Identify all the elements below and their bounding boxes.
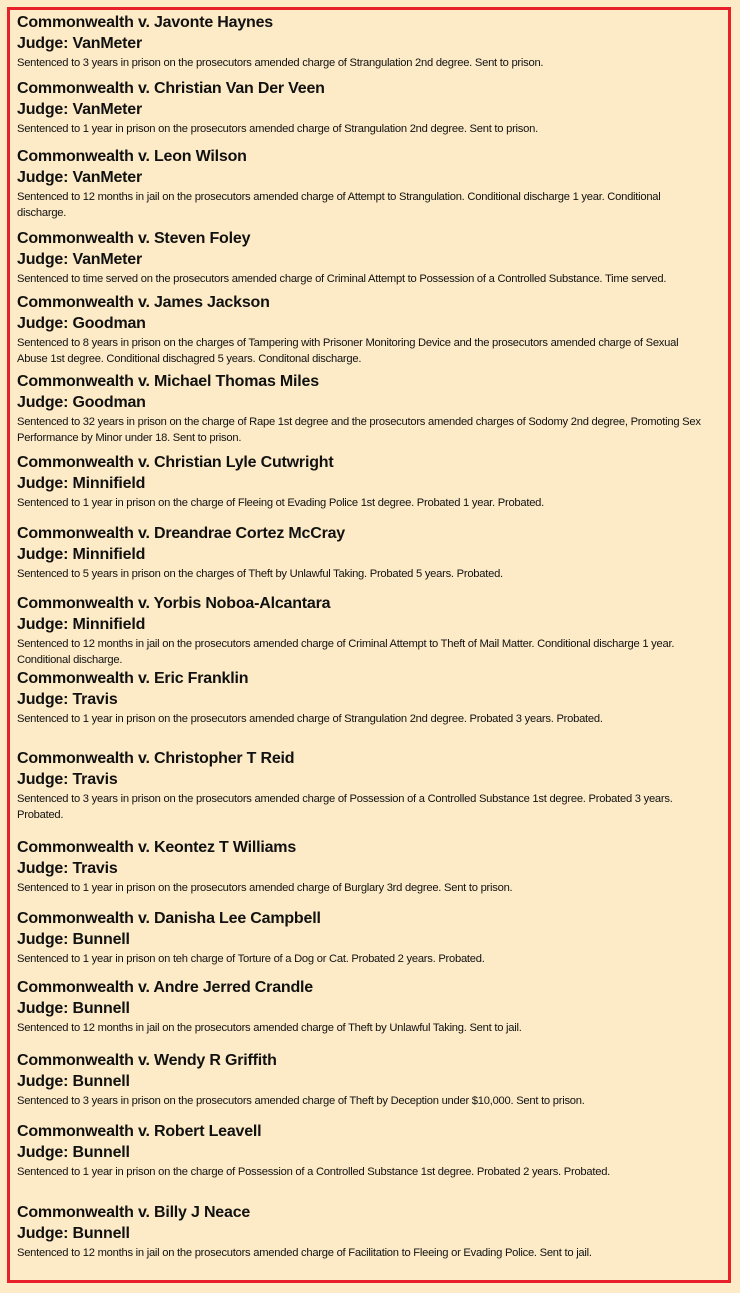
case-sentence: Sentenced to 1 year in prison on teh charge of Torture of a Dog or Cat. Probated 2 years. Probated. <box>17 953 485 965</box>
case-title: Commonwealth v. Wendy R Griffith <box>17 1052 277 1069</box>
case-judge: Judge: Bunnell <box>17 931 130 948</box>
case-entry <box>17 13 709 71</box>
case-title: Commonwealth v. Leon Wilson <box>17 148 247 165</box>
case-judge: Judge: Minnifield <box>17 546 146 563</box>
case-entry <box>17 372 709 446</box>
case-judge: Judge: Minnifield <box>17 475 146 492</box>
case-title: Commonwealth v. Christopher T Reid <box>17 750 295 767</box>
case-judge: Judge: Bunnell <box>17 1144 130 1161</box>
case-judge: Judge: VanMeter <box>17 169 143 186</box>
case-title: Commonwealth v. James Jackson <box>17 294 270 311</box>
case-title: Commonwealth v. Christian Van Der Veen <box>17 80 325 97</box>
case-sentence: Sentenced to 1 year in prison on the prosecutors amended charge of Strangulation 2nd degree. Sent to prison. <box>17 123 538 135</box>
case-title: Commonwealth v. Michael Thomas Miles <box>17 373 319 390</box>
case-entry <box>17 838 709 896</box>
case-title: Commonwealth v. Dreandrae Cortez McCray <box>17 525 345 542</box>
case-entry <box>17 79 709 137</box>
case-title: Commonwealth v. Keontez T Williams <box>17 839 297 856</box>
case-title: Commonwealth v. Danisha Lee Campbell <box>17 910 321 927</box>
case-sentence: Sentenced to 1 year in prison on the charge of Possession of a Controlled Substance 1st degree. Probated 2 years. Probated. <box>17 1166 611 1178</box>
case-entry <box>17 1203 709 1261</box>
case-sentence: Sentenced to 12 months in jail on the prosecutors amended charge of Theft by Unlawful Taking. Sent to jail. <box>17 1022 522 1034</box>
case-entry <box>17 1051 709 1109</box>
case-judge: Judge: Bunnell <box>17 1225 130 1242</box>
case-judge: Judge: VanMeter <box>17 101 143 118</box>
case-entry <box>17 909 709 967</box>
case-title: Commonwealth v. Christian Lyle Cutwright <box>17 454 334 471</box>
case-title: Commonwealth v. Billy J Neace <box>17 1204 251 1221</box>
case-entry <box>17 229 709 287</box>
case-sentence: Sentenced to 32 years in prison on the charge of Rape 1st degree and the prosecutors amended charges of Sodomy 2nd degree, Promoting Sex Performance by Minor under 18. Sent to prison. <box>17 416 701 444</box>
case-judge: Judge: Travis <box>17 860 118 877</box>
case-entry <box>17 594 709 668</box>
case-sentence: Sentenced to 12 months in jail on the prosecutors amended charge of Facilitation to Fleeing or Evading Police. Sent to jail. <box>17 1247 592 1259</box>
case-entry <box>17 749 709 823</box>
case-judge: Judge: Goodman <box>17 315 146 332</box>
case-judge: Judge: VanMeter <box>17 35 143 52</box>
case-entry <box>17 453 709 511</box>
case-sentence: Sentenced to 12 months in jail on the prosecutors amended charge of Criminal Attempt to Theft of Mail Matter. Conditional discharge 1 year. Conditional discharge. <box>17 638 675 666</box>
case-sentence: Sentenced to 1 year in prison on the prosecutors amended charge of Strangulation 2nd degree. Probated 3 years. Probated. <box>17 713 603 725</box>
case-sentence: Sentenced to 1 year in prison on the charge of Fleeing ot Evading Police 1st degree. Probated 1 year. Probated. <box>17 497 545 509</box>
case-sentence: Sentenced to 8 years in prison on the charges of Tampering with Prisoner Monitoring Device and the prosecutors amended charge of Sexual Abuse 1st degree. Conditional dischagred 5 years. Conditonal discharge. <box>17 337 679 365</box>
case-judge: Judge: Goodman <box>17 394 146 411</box>
case-sentence: Sentenced to 1 year in prison on the prosecutors amended charge of Burglary 3rd degree. Sent to prison. <box>17 882 513 894</box>
case-sentence: Sentenced to 5 years in prison on the charges of Theft by Unlawful Taking. Probated 5 years. Probated. <box>17 568 503 580</box>
case-judge: Judge: Travis <box>17 691 118 708</box>
case-sentence: Sentenced to 12 months in jail on the prosecutors amended charge of Attempt to Strangulation. Conditional discharge 1 year. Conditional discharge. <box>17 191 661 219</box>
case-judge: Judge: Bunnell <box>17 1073 130 1090</box>
case-judge: Judge: Travis <box>17 771 118 788</box>
case-entry <box>17 669 709 727</box>
case-judge: Judge: VanMeter <box>17 251 143 268</box>
case-entry <box>17 147 709 221</box>
case-entry <box>17 293 709 367</box>
case-judge: Judge: Bunnell <box>17 1000 130 1017</box>
case-sentence: Sentenced to time served on the prosecutors amended charge of Criminal Attempt to Possession of a Controlled Substance. Time served. <box>17 273 667 285</box>
case-judge: Judge: Minnifield <box>17 616 146 633</box>
case-title: Commonwealth v. Robert Leavell <box>17 1123 262 1140</box>
case-sentence: Sentenced to 3 years in prison on the prosecutors amended charge of Possession of a Controlled Substance 1st degree. Probated 3 years. Probated. <box>17 793 673 821</box>
case-entry <box>17 978 709 1036</box>
case-sentence: Sentenced to 3 years in prison on the prosecutors amended charge of Theft by Deception under $10,000. Sent to prison. <box>17 1095 585 1107</box>
case-entry <box>17 1122 709 1180</box>
case-entry <box>17 524 709 582</box>
case-title: Commonwealth v. Andre Jerred Crandle <box>17 979 313 996</box>
case-title: Commonwealth v. Javonte Haynes <box>17 14 274 31</box>
case-sentence: Sentenced to 3 years in prison on the prosecutors amended charge of Strangulation 2nd degree. Sent to prison. <box>17 57 544 69</box>
case-title: Commonwealth v. Steven Foley <box>17 230 251 247</box>
case-title: Commonwealth v. Eric Franklin <box>17 670 249 687</box>
case-title: Commonwealth v. Yorbis Noboa-Alcantara <box>17 595 331 612</box>
